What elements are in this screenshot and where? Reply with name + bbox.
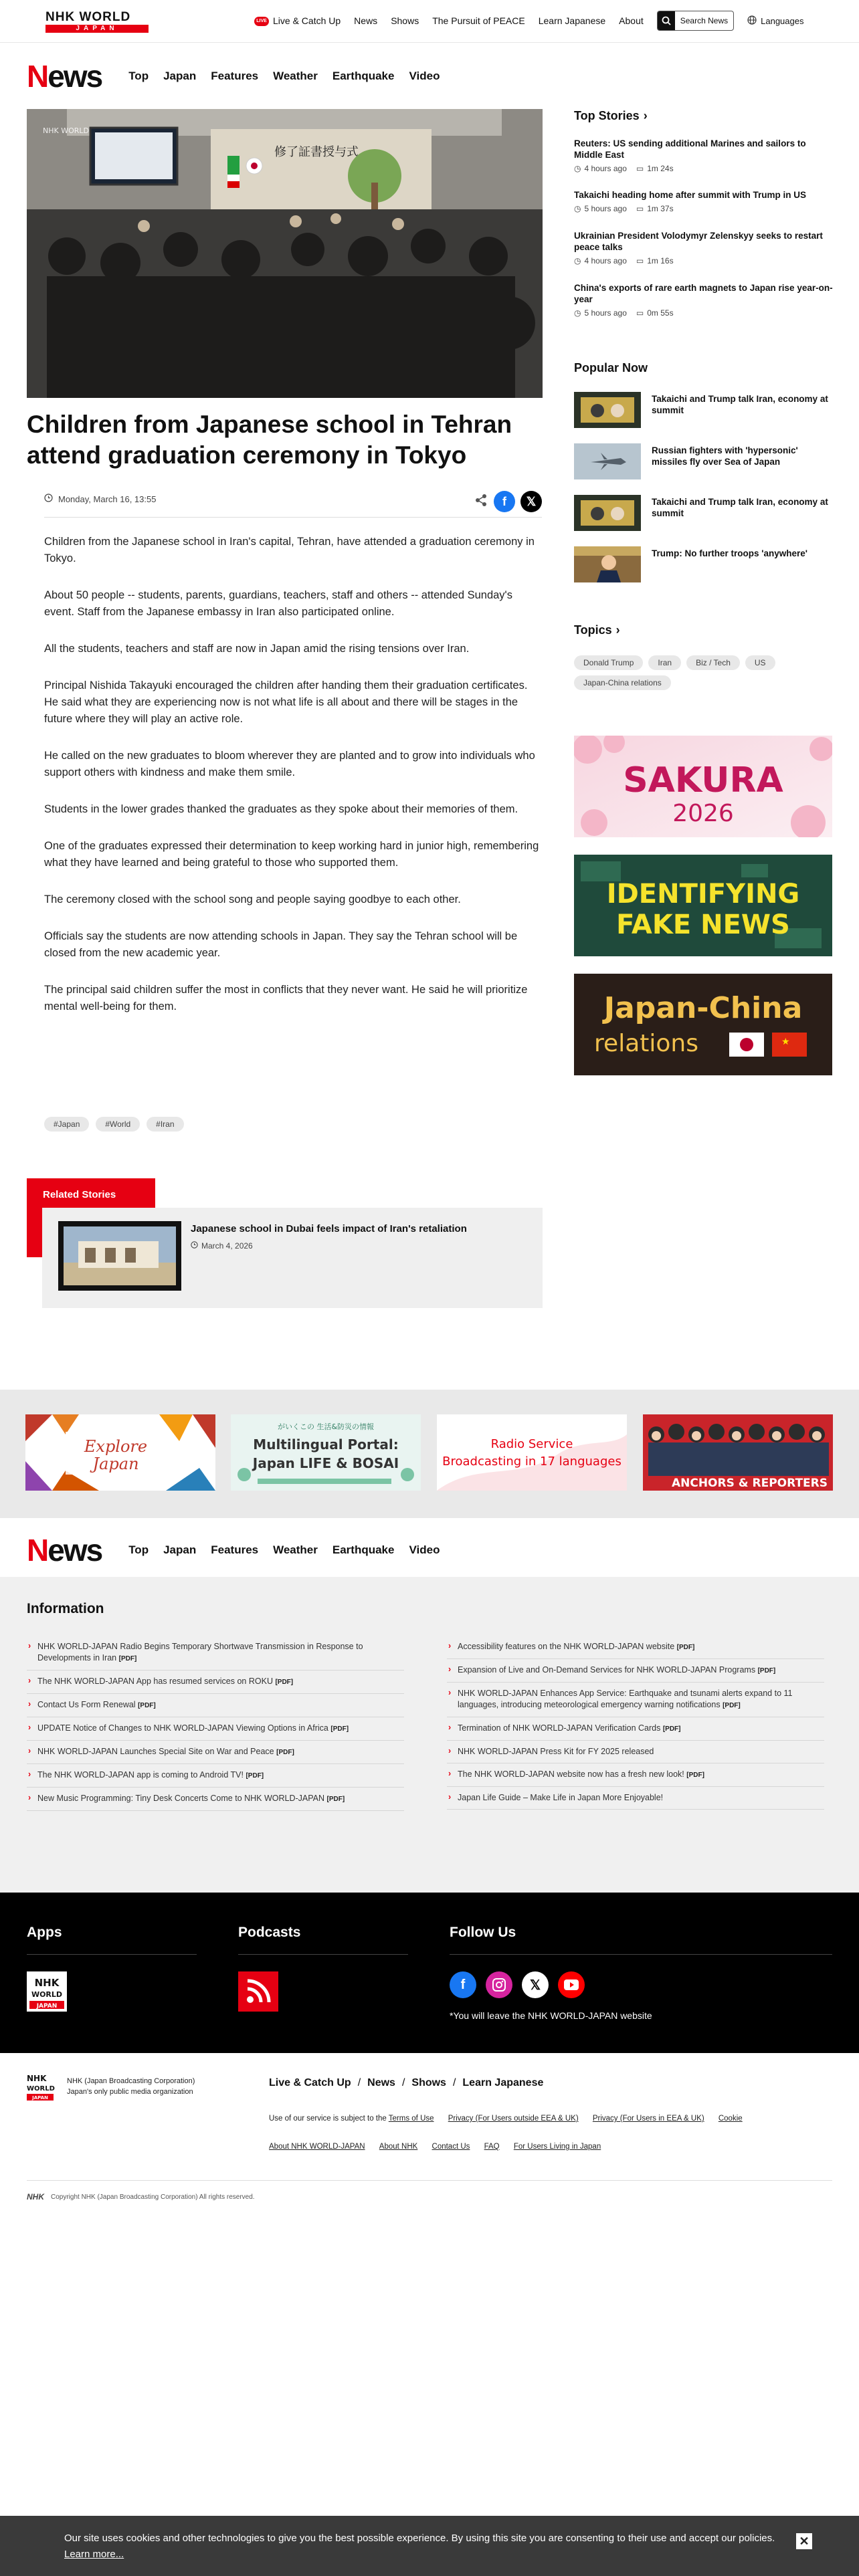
- multilingual-portal-promo[interactable]: [231, 1414, 421, 1491]
- info-link[interactable]: [27, 1636, 404, 1671]
- pdf-badge: [PDF]: [275, 1679, 294, 1686]
- article-paragraph: Students in the lower grades thanked the graduates as they spoke about their memories of them.: [44, 803, 518, 815]
- info-link-text: NHK WORLD-JAPAN Launches Special Site on War and Peace: [37, 1747, 274, 1756]
- popular-thumbnail: [574, 546, 641, 582]
- topic-us[interactable]: US: [745, 655, 775, 670]
- news-nav-japan[interactable]: Japan: [163, 1543, 197, 1556]
- copyright-text: Copyright NHK (Japan Broadcasting Corporation) All rights reserved.: [51, 2193, 255, 2201]
- svg-text:JAPAN: JAPAN: [32, 2095, 48, 2101]
- video-icon: ▭: [636, 256, 644, 265]
- radio-line1: Radio Service: [490, 1437, 573, 1451]
- clock-icon: ◷: [574, 308, 581, 318]
- explore-line1: Explore: [84, 1437, 148, 1456]
- news-nav-features[interactable]: Features: [211, 1543, 259, 1556]
- article-paragraph: He called on the new graduates to bloom wherever they are planted and to grow into individuals who support others with kindness and make them smile.: [44, 750, 535, 778]
- terms-prefix: Use of our service is subject to the: [269, 2115, 387, 2123]
- news-logo-n: N: [27, 1533, 48, 1568]
- clock-icon: ◷: [574, 256, 581, 265]
- article-paragraph: The ceremony closed with the school song and people saying goodbye to each other.: [44, 893, 461, 905]
- anchors-reporters-promo[interactable]: [643, 1414, 833, 1491]
- info-link-text: Accessibility features on the NHK WORLD-JAPAN website: [458, 1642, 675, 1651]
- about-nhk-link[interactable]: About NHK: [379, 2143, 418, 2151]
- time-text: 4 hours ago: [584, 256, 627, 265]
- japan-china-relations-banner[interactable]: [574, 974, 832, 1075]
- clock-icon: [44, 494, 53, 504]
- footer-org: [67, 2076, 195, 2097]
- top-story-meta: [574, 204, 835, 213]
- share-buttons: [474, 491, 542, 512]
- news-nav-earthquake[interactable]: Earthquake: [332, 1543, 395, 1556]
- pdf-badge: [PDF]: [723, 1702, 741, 1709]
- top-story-duration: [636, 164, 674, 173]
- info-link-text: UPDATE Notice of Changes to NHK WORLD-JAPAN Viewing Options in Africa: [37, 1723, 328, 1733]
- info-link[interactable]: [447, 1636, 824, 1659]
- topic-donald-trump[interactable]: Donald Trump: [574, 655, 643, 670]
- related-heading: Related Stories: [43, 1189, 116, 1200]
- news-nav-earthquake[interactable]: Earthquake: [332, 70, 395, 82]
- languages-button[interactable]: [747, 15, 803, 27]
- info-link[interactable]: [27, 1741, 404, 1764]
- popular-title: Trump: No further troops 'anywhere': [652, 548, 807, 558]
- nav-shows[interactable]: Shows: [391, 15, 419, 26]
- sakura-title: SAKURA: [623, 760, 783, 800]
- info-link-text: The NHK WORLD-JAPAN app is coming to Android TV!: [37, 1770, 244, 1780]
- global-nav: [254, 9, 803, 32]
- top-story-time: [574, 164, 627, 173]
- top-story-meta: [574, 256, 835, 265]
- article-date: [44, 494, 156, 504]
- info-link-text: NHK WORLD-JAPAN Press Kit for FY 2025 released: [458, 1747, 654, 1756]
- facebook-share-icon[interactable]: f: [494, 491, 515, 512]
- footer-link-live[interactable]: Live & Catch Up: [269, 2077, 351, 2088]
- explore-japan-promo[interactable]: [25, 1414, 215, 1491]
- popular-now-heading: Popular Now: [574, 361, 648, 374]
- cookie-learn-more-link[interactable]: Learn more...: [64, 2549, 124, 2560]
- nhk-app-icon[interactable]: [27, 1971, 67, 2012]
- chevron-right-icon: ›: [615, 623, 620, 637]
- info-link-text: NHK WORLD-JAPAN Enhances App Service: Earthquake and tsunami alerts expand to 11 languages, introducing meteorological emergency warning notifications: [458, 1689, 793, 1709]
- apps-podcasts-follow: [0, 1893, 859, 2053]
- footer-about-row: [269, 2143, 601, 2151]
- svg-text:WORLD: WORLD: [27, 2085, 55, 2092]
- users-in-japan-link[interactable]: For Users Living in Japan: [513, 2143, 601, 2151]
- news-nav-features[interactable]: Features: [211, 70, 259, 82]
- clock-icon: ◷: [574, 204, 581, 213]
- top-story-title: Reuters: US sending additional Marines and sailors to Middle East: [574, 138, 806, 160]
- copyright: [27, 2192, 255, 2202]
- popular-thumbnail: [574, 495, 641, 531]
- topics-list: [574, 655, 835, 690]
- about-nhk-world-link[interactable]: About NHK WORLD-JAPAN: [269, 2143, 365, 2151]
- related-story-title[interactable]: Japanese school in Dubai feels impact of Iran's retaliation: [191, 1223, 467, 1235]
- popular-item[interactable]: [574, 392, 835, 428]
- information-heading: Information: [27, 1601, 104, 1616]
- popular-item[interactable]: [574, 495, 835, 531]
- portal-small: がいくこの 生活&防災の情報: [277, 1422, 375, 1431]
- article-meta: [44, 491, 542, 518]
- instagram-icon[interactable]: [486, 1971, 512, 1998]
- footer-nhk-logo[interactable]: [27, 2073, 58, 2103]
- nav-news[interactable]: News: [354, 15, 378, 26]
- article-paragraph: Children from the Japanese school in Iran's capital, Tehran, have attended a graduation ceremony in Tokyo.: [44, 536, 535, 564]
- pdf-badge: [PDF]: [757, 1667, 776, 1675]
- video-icon: ▭: [636, 308, 644, 318]
- video-icon: ▭: [636, 164, 644, 173]
- info-link-text: Termination of NHK WORLD-JAPAN Verification Cards: [458, 1723, 661, 1733]
- information-section: [0, 1577, 859, 1893]
- article-body: [44, 534, 542, 1035]
- news-nav-weather[interactable]: Weather: [273, 1543, 318, 1556]
- anchors-label: ANCHORS & REPORTERS: [671, 1477, 828, 1490]
- news-logo[interactable]: [27, 1532, 102, 1568]
- facebook-icon[interactable]: f: [450, 1971, 476, 1998]
- info-link[interactable]: [447, 1683, 824, 1717]
- article-date-text: Monday, March 16, 13:55: [58, 494, 157, 504]
- news-logo-rest: ews: [47, 1533, 102, 1568]
- topic-biz-tech[interactable]: Biz / Tech: [686, 655, 740, 670]
- info-link[interactable]: [27, 1788, 404, 1811]
- article-paragraph: All the students, teachers and staff are now in Japan amid the rising tensions over Iran.: [44, 643, 470, 655]
- search-news-button[interactable]: [657, 11, 734, 31]
- portal-line1: Multilingual Portal:: [253, 1436, 399, 1453]
- top-stories-label: Top Stories: [574, 109, 640, 122]
- article-title: Children from Japanese school in Tehran attend graduation ceremony in Tokyo: [27, 411, 512, 469]
- news-nav-japan[interactable]: Japan: [163, 70, 197, 82]
- leave-site-note: *You will leave the NHK WORLD-JAPAN website: [450, 2010, 652, 2021]
- podcasts-heading: Podcasts: [238, 1925, 301, 1940]
- top-story-meta: [574, 308, 835, 318]
- live-badge: LIVE: [254, 17, 269, 26]
- popular-item[interactable]: [574, 443, 835, 479]
- top-stories-heading[interactable]: [574, 109, 648, 123]
- clock-icon: ◷: [574, 164, 581, 173]
- info-link-text: New Music Programming: Tiny Desk Concerts Come to NHK WORLD-JAPAN: [37, 1794, 325, 1803]
- article-tags: [44, 1117, 184, 1132]
- tag-world[interactable]: #World: [96, 1117, 140, 1132]
- radio-line2: Broadcasting in 17 languages: [442, 1455, 622, 1469]
- cookie-link[interactable]: Cookie: [718, 2115, 743, 2123]
- japan-china-line2: relations: [594, 1030, 698, 1057]
- chevron-right-icon: ›: [643, 109, 648, 122]
- popular-title: Russian fighters with 'hypersonic' missiles fly over Sea of Japan: [652, 445, 798, 467]
- site-header: [0, 0, 859, 43]
- divider: [27, 2180, 832, 2181]
- info-link[interactable]: [447, 1787, 824, 1810]
- pdf-badge: [PDF]: [326, 1796, 345, 1803]
- news-nav-top[interactable]: Top: [128, 70, 149, 82]
- footer-link-shows[interactable]: Shows: [411, 2077, 446, 2088]
- info-link-text: Expansion of Live and On-Demand Services for NHK WORLD-JAPAN Programs: [458, 1665, 756, 1675]
- pdf-badge: [PDF]: [662, 1725, 681, 1733]
- pdf-badge: [PDF]: [276, 1749, 294, 1756]
- news-nav-top[interactable]: Top: [128, 1543, 149, 1556]
- contact-us-link[interactable]: Contact Us: [432, 2143, 470, 2151]
- logo-bottom-text: JAPAN: [45, 25, 149, 33]
- hero-watermark: NHK WORLD: [43, 126, 89, 135]
- nav-pursuit-of-peace[interactable]: The Pursuit of PEACE: [432, 15, 525, 26]
- news-nav-video[interactable]: Video: [409, 1543, 440, 1556]
- top-story-item[interactable]: [574, 230, 835, 265]
- news-nav-links: [128, 1543, 440, 1557]
- news-nav-weather[interactable]: Weather: [273, 70, 318, 82]
- top-story-title: China's exports of rare earth magnets to Japan rise year-on-year: [574, 283, 833, 304]
- explore-line2: Japan: [92, 1455, 139, 1473]
- duration-text: 1m 37s: [647, 204, 674, 213]
- svg-text:JAPAN: JAPAN: [36, 2003, 58, 2010]
- footer-news-nav: [27, 1530, 832, 1570]
- divider: [450, 1954, 832, 1955]
- topics-heading[interactable]: [574, 623, 620, 637]
- tag-japan[interactable]: #Japan: [44, 1117, 89, 1132]
- info-link[interactable]: [447, 1763, 824, 1787]
- article-hero-image: [27, 109, 543, 398]
- nhk-world-japan-logo[interactable]: [45, 11, 149, 33]
- top-story-title: Takaichi heading home after summit with Trump in US: [574, 190, 807, 200]
- article-paragraph: About 50 people -- students, parents, guardians, teachers, staff and others -- attended Sunday's event. Staff from the Japanese embassy in Iran also participated online.: [44, 589, 512, 618]
- radio-service-promo[interactable]: [437, 1414, 627, 1491]
- article-paragraph: One of the graduates expressed their determination to keep working hard in junior high, remembering what they have learned and being grateful to those who supported them.: [44, 840, 539, 869]
- x-icon[interactable]: 𝕏: [522, 1971, 549, 1998]
- article-paragraph: The principal said children suffer the most in conflicts that they never want. He said he will prioritize mental well-being for them.: [44, 984, 528, 1012]
- info-link-text: NHK WORLD-JAPAN Radio Begins Temporary Shortwave Transmission in Response to Developments in Iran: [37, 1642, 363, 1662]
- top-story-item[interactable]: [574, 282, 835, 318]
- close-icon[interactable]: ✕: [796, 2533, 812, 2549]
- top-story-item[interactable]: [574, 138, 835, 173]
- svg-text:★: ★: [781, 1037, 790, 1047]
- pdf-badge: [PDF]: [246, 1772, 264, 1780]
- related-story-date: [191, 1241, 253, 1251]
- news-nav-links: [128, 70, 440, 83]
- popular-thumbnail: [574, 392, 641, 428]
- cookie-message: Our site uses cookies and other technologies to give you the best possible experience. By using this site you are consenting to their use and accept our policies.: [64, 2533, 775, 2544]
- footer-link-learn[interactable]: Learn Japanese: [462, 2077, 544, 2088]
- popular-thumbnail: [574, 443, 641, 479]
- info-link-text: The NHK WORLD-JAPAN App has resumed services on ROKU: [37, 1677, 273, 1686]
- faq-link[interactable]: FAQ: [484, 2143, 500, 2151]
- time-text: 4 hours ago: [584, 164, 627, 173]
- top-story-meta: [574, 164, 835, 173]
- svg-text:WORLD: WORLD: [31, 1990, 63, 1999]
- news-logo-rest: ews: [47, 59, 102, 94]
- identifying-fake-news-banner[interactable]: [574, 855, 832, 956]
- org-line2: Japan's only public media organization: [67, 2088, 193, 2096]
- hero-sign-text: 修了証書授与式: [274, 145, 359, 159]
- information-right-column: [447, 1636, 824, 1810]
- svg-text:NHK: NHK: [27, 2074, 47, 2083]
- news-logo[interactable]: [27, 58, 102, 94]
- globe-icon: [747, 15, 757, 27]
- duration-text: 1m 24s: [647, 164, 674, 173]
- related-story-card[interactable]: [42, 1208, 543, 1308]
- top-story-item[interactable]: [574, 189, 835, 213]
- privacy-outside-link[interactable]: Privacy (For Users outside EEA & UK): [448, 2115, 579, 2123]
- cookie-text: [64, 2531, 793, 2563]
- topic-iran[interactable]: Iran: [648, 655, 681, 670]
- top-story-title: Ukrainian President Volodymyr Zelenskyy seeks to restart peace talks: [574, 231, 823, 252]
- related-date-text: March 4, 2026: [201, 1241, 253, 1251]
- divider: [27, 1954, 197, 1955]
- org-line1: NHK (Japan Broadcasting Corporation): [67, 2077, 195, 2085]
- article-paragraph: Principal Nishida Takayuki encouraged the children after handing them their graduation certificates. He said what they are experiencing now is not what life is all about and there will be stages in the future where they will play an active role.: [44, 679, 528, 725]
- popular-title: Takaichi and Trump talk Iran, economy at summit: [652, 394, 828, 415]
- information-left-column: [27, 1636, 404, 1811]
- sakura-year: 2026: [672, 800, 734, 827]
- nav-live-catch-up[interactable]: [254, 15, 341, 26]
- footer-link-news[interactable]: News: [367, 2077, 395, 2088]
- time-text: 5 hours ago: [584, 204, 627, 213]
- apps-heading: Apps: [27, 1925, 62, 1940]
- top-story-time: [574, 256, 627, 265]
- youtube-icon[interactable]: [558, 1971, 585, 1998]
- privacy-eea-link[interactable]: Privacy (For Users in EEA & UK): [592, 2115, 704, 2123]
- terms-link[interactable]: Terms of Use: [388, 2115, 434, 2123]
- pdf-badge: [PDF]: [118, 1655, 137, 1662]
- search-icon: [658, 11, 675, 30]
- topics-label: Topics: [574, 623, 612, 637]
- follow-us-heading: Follow Us: [450, 1925, 516, 1940]
- sakura-2026-banner[interactable]: [574, 736, 832, 837]
- info-link[interactable]: [27, 1717, 404, 1741]
- promo-strip: [0, 1390, 859, 1518]
- pdf-badge: [PDF]: [330, 1725, 349, 1733]
- svg-text:NHK: NHK: [34, 1977, 60, 1989]
- duration-text: 1m 16s: [647, 256, 674, 265]
- info-link[interactable]: [447, 1717, 824, 1741]
- related-story-thumbnail: [58, 1221, 181, 1291]
- cookie-banner: [0, 2516, 859, 2576]
- news-nav-video[interactable]: Video: [409, 70, 440, 82]
- info-link[interactable]: [27, 1694, 404, 1717]
- nav-learn-japanese[interactable]: Learn Japanese: [538, 15, 606, 26]
- popular-item[interactable]: [574, 546, 835, 582]
- news-section-nav: [27, 56, 832, 96]
- news-logo-n: N: [27, 59, 48, 94]
- share-icon[interactable]: [474, 493, 488, 511]
- info-link[interactable]: [27, 1764, 404, 1788]
- portal-line2: Japan LIFE & BOSAI: [252, 1455, 399, 1471]
- duration-text: 0m 55s: [647, 308, 674, 318]
- clock-icon: [191, 1241, 198, 1251]
- pdf-badge: [PDF]: [686, 1772, 704, 1779]
- top-story-time: [574, 204, 627, 213]
- info-link-text: The NHK WORLD-JAPAN website now has a fresh new look!: [458, 1769, 684, 1779]
- fake-news-line2: FAKE NEWS: [616, 909, 790, 940]
- pdf-badge: [PDF]: [676, 1644, 695, 1651]
- divider: [238, 1954, 408, 1955]
- info-link[interactable]: [447, 1659, 824, 1683]
- fake-news-line1: IDENTIFYING: [606, 879, 800, 909]
- top-story-duration: [636, 256, 674, 265]
- top-story-duration: [636, 204, 674, 213]
- video-icon: ▭: [636, 204, 644, 213]
- info-link-text: Japan Life Guide – Make Life in Japan More Enjoyable!: [458, 1793, 664, 1802]
- site-footer: [0, 2053, 859, 2207]
- time-text: 5 hours ago: [584, 308, 627, 318]
- podcast-rss-icon[interactable]: [238, 1971, 278, 2012]
- logo-top-text: NHK WORLD: [45, 10, 131, 24]
- japan-china-line1: Japan-China: [603, 991, 803, 1025]
- top-story-duration: [636, 308, 674, 318]
- info-link[interactable]: [447, 1741, 824, 1763]
- popular-title: Takaichi and Trump talk Iran, economy at summit: [652, 497, 828, 518]
- article-paragraph: Officials say the students are now attending schools in Japan. They say the Tehran school will be closed from the new academic year.: [44, 930, 518, 959]
- footer-main-links: Live & Catch Up / News / Shows / Learn Japanese: [269, 2077, 544, 2088]
- pdf-badge: [PDF]: [138, 1702, 156, 1709]
- info-link[interactable]: [27, 1671, 404, 1694]
- nav-about[interactable]: About: [619, 15, 644, 26]
- nav-label: Live & Catch Up: [273, 15, 341, 26]
- footer-legal-row: [269, 2115, 743, 2123]
- topic-japan-china[interactable]: Japan-China relations: [574, 675, 671, 690]
- x-share-icon[interactable]: 𝕏: [520, 491, 542, 512]
- languages-label: Languages: [761, 15, 804, 26]
- tag-iran[interactable]: #Iran: [147, 1117, 183, 1132]
- info-link-text: Contact Us Form Renewal: [37, 1700, 136, 1709]
- search-label: Search News: [680, 16, 729, 25]
- nhk-mark: NHK: [27, 2192, 44, 2202]
- top-story-time: [574, 308, 627, 318]
